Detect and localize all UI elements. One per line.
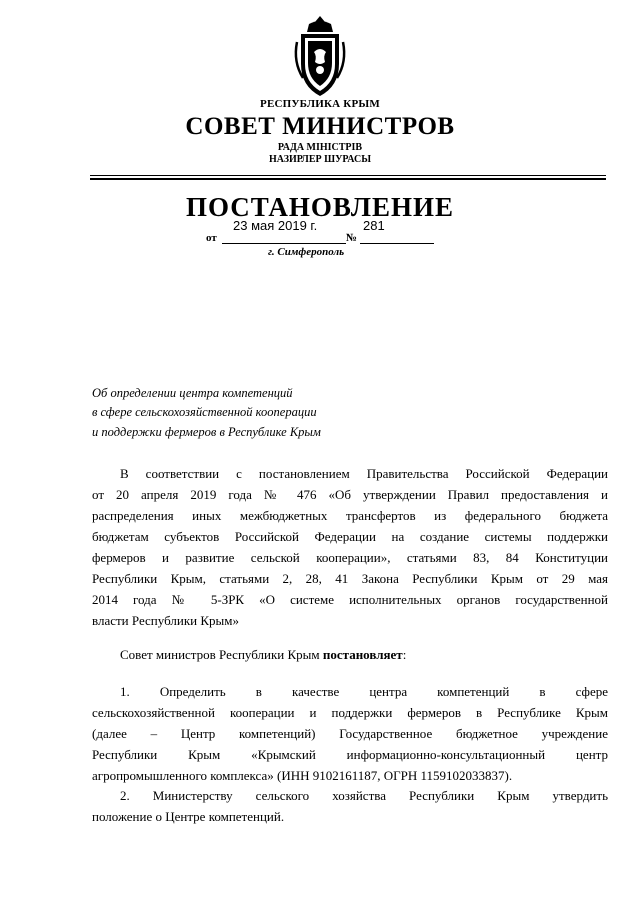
preamble-line: 2014 года № 5-ЗРК «О системе исполнительных органов государственной [92, 592, 608, 607]
resolve-keyword: постановляет [322, 647, 403, 662]
item1-line: 1. Определить в качестве центра компетенций в сфере [120, 684, 608, 699]
subject-line: и поддержки фермеров в Республике Крым [92, 425, 321, 439]
preamble-line: от 20 апреля 2019 года № 476 «Об утверждении Правил предоставления и [92, 487, 608, 502]
number-label: № [346, 232, 358, 244]
council-of-ministers-title: СОВЕТ МИНИСТРОВ [185, 113, 455, 140]
date-underline [222, 243, 346, 244]
council-name-crimean-tatar: НАЗИРЛЕР ШУРАСЫ [268, 154, 372, 165]
from-label: от [206, 232, 217, 244]
subject-line: в сфере сельскохозяйственной кооперации [92, 405, 317, 419]
subject-line: Об определении центра компетенций [92, 386, 293, 400]
item1-line: агропромышленного комплекса» (ИНН 9102161187, ОГРН 1159102033837). [92, 768, 513, 783]
item1-line: Республики Крым «Крымский информационно-консультационный центр [92, 747, 608, 762]
preamble-line: В соответствии с постановлением Правительства Российской Федерации [120, 466, 608, 481]
item2-line: 2. Министерству сельского хозяйства Республики Крым утвердить [120, 788, 608, 803]
item1-line: (далее – Центр компетенций) Государственное бюджетное учреждение [92, 726, 608, 741]
city-line: г. Симферополь [268, 246, 345, 258]
item2-line: положение о Центре компетенций. [92, 809, 285, 824]
header-divider-thick [90, 178, 606, 180]
header-divider-thin [90, 175, 606, 176]
number-underline [360, 243, 434, 244]
preamble-line: фермеров и развитие сельской кооперации», статьями 83, 84 Конституции [92, 550, 608, 565]
preamble-line: бюджетам субъектов Российской Федерации на создание системы поддержки [92, 529, 608, 544]
republic-name: РЕСПУБЛИКА КРЫМ [260, 98, 380, 110]
decree-title: ПОСТАНОВЛЕНИЕ [185, 192, 455, 222]
decree-number: 281 [363, 218, 385, 233]
decree-date: 23 мая 2019 г. [233, 218, 318, 233]
council-name-ukrainian: РАДА МІНІСТРІВ [277, 142, 363, 153]
item1-line: сельскохозяйственной кооперации и поддержки фермеров в Республике Крым [92, 705, 608, 720]
resolve-end: : [402, 647, 407, 662]
resolve-paragraph [120, 647, 608, 662]
crimea-coat-of-arms-emblem [287, 12, 353, 100]
preamble-line: распределения иных межбюджетных трансфертов из федерального бюджета [92, 508, 608, 523]
preamble-line: власти Республики Крым» [92, 613, 239, 628]
preamble-line: Республики Крым, статьями 2, 28, 41 Закона Республики Крым от 29 мая [92, 571, 608, 586]
resolve-text: Совет министров Республики Крым [120, 647, 323, 662]
